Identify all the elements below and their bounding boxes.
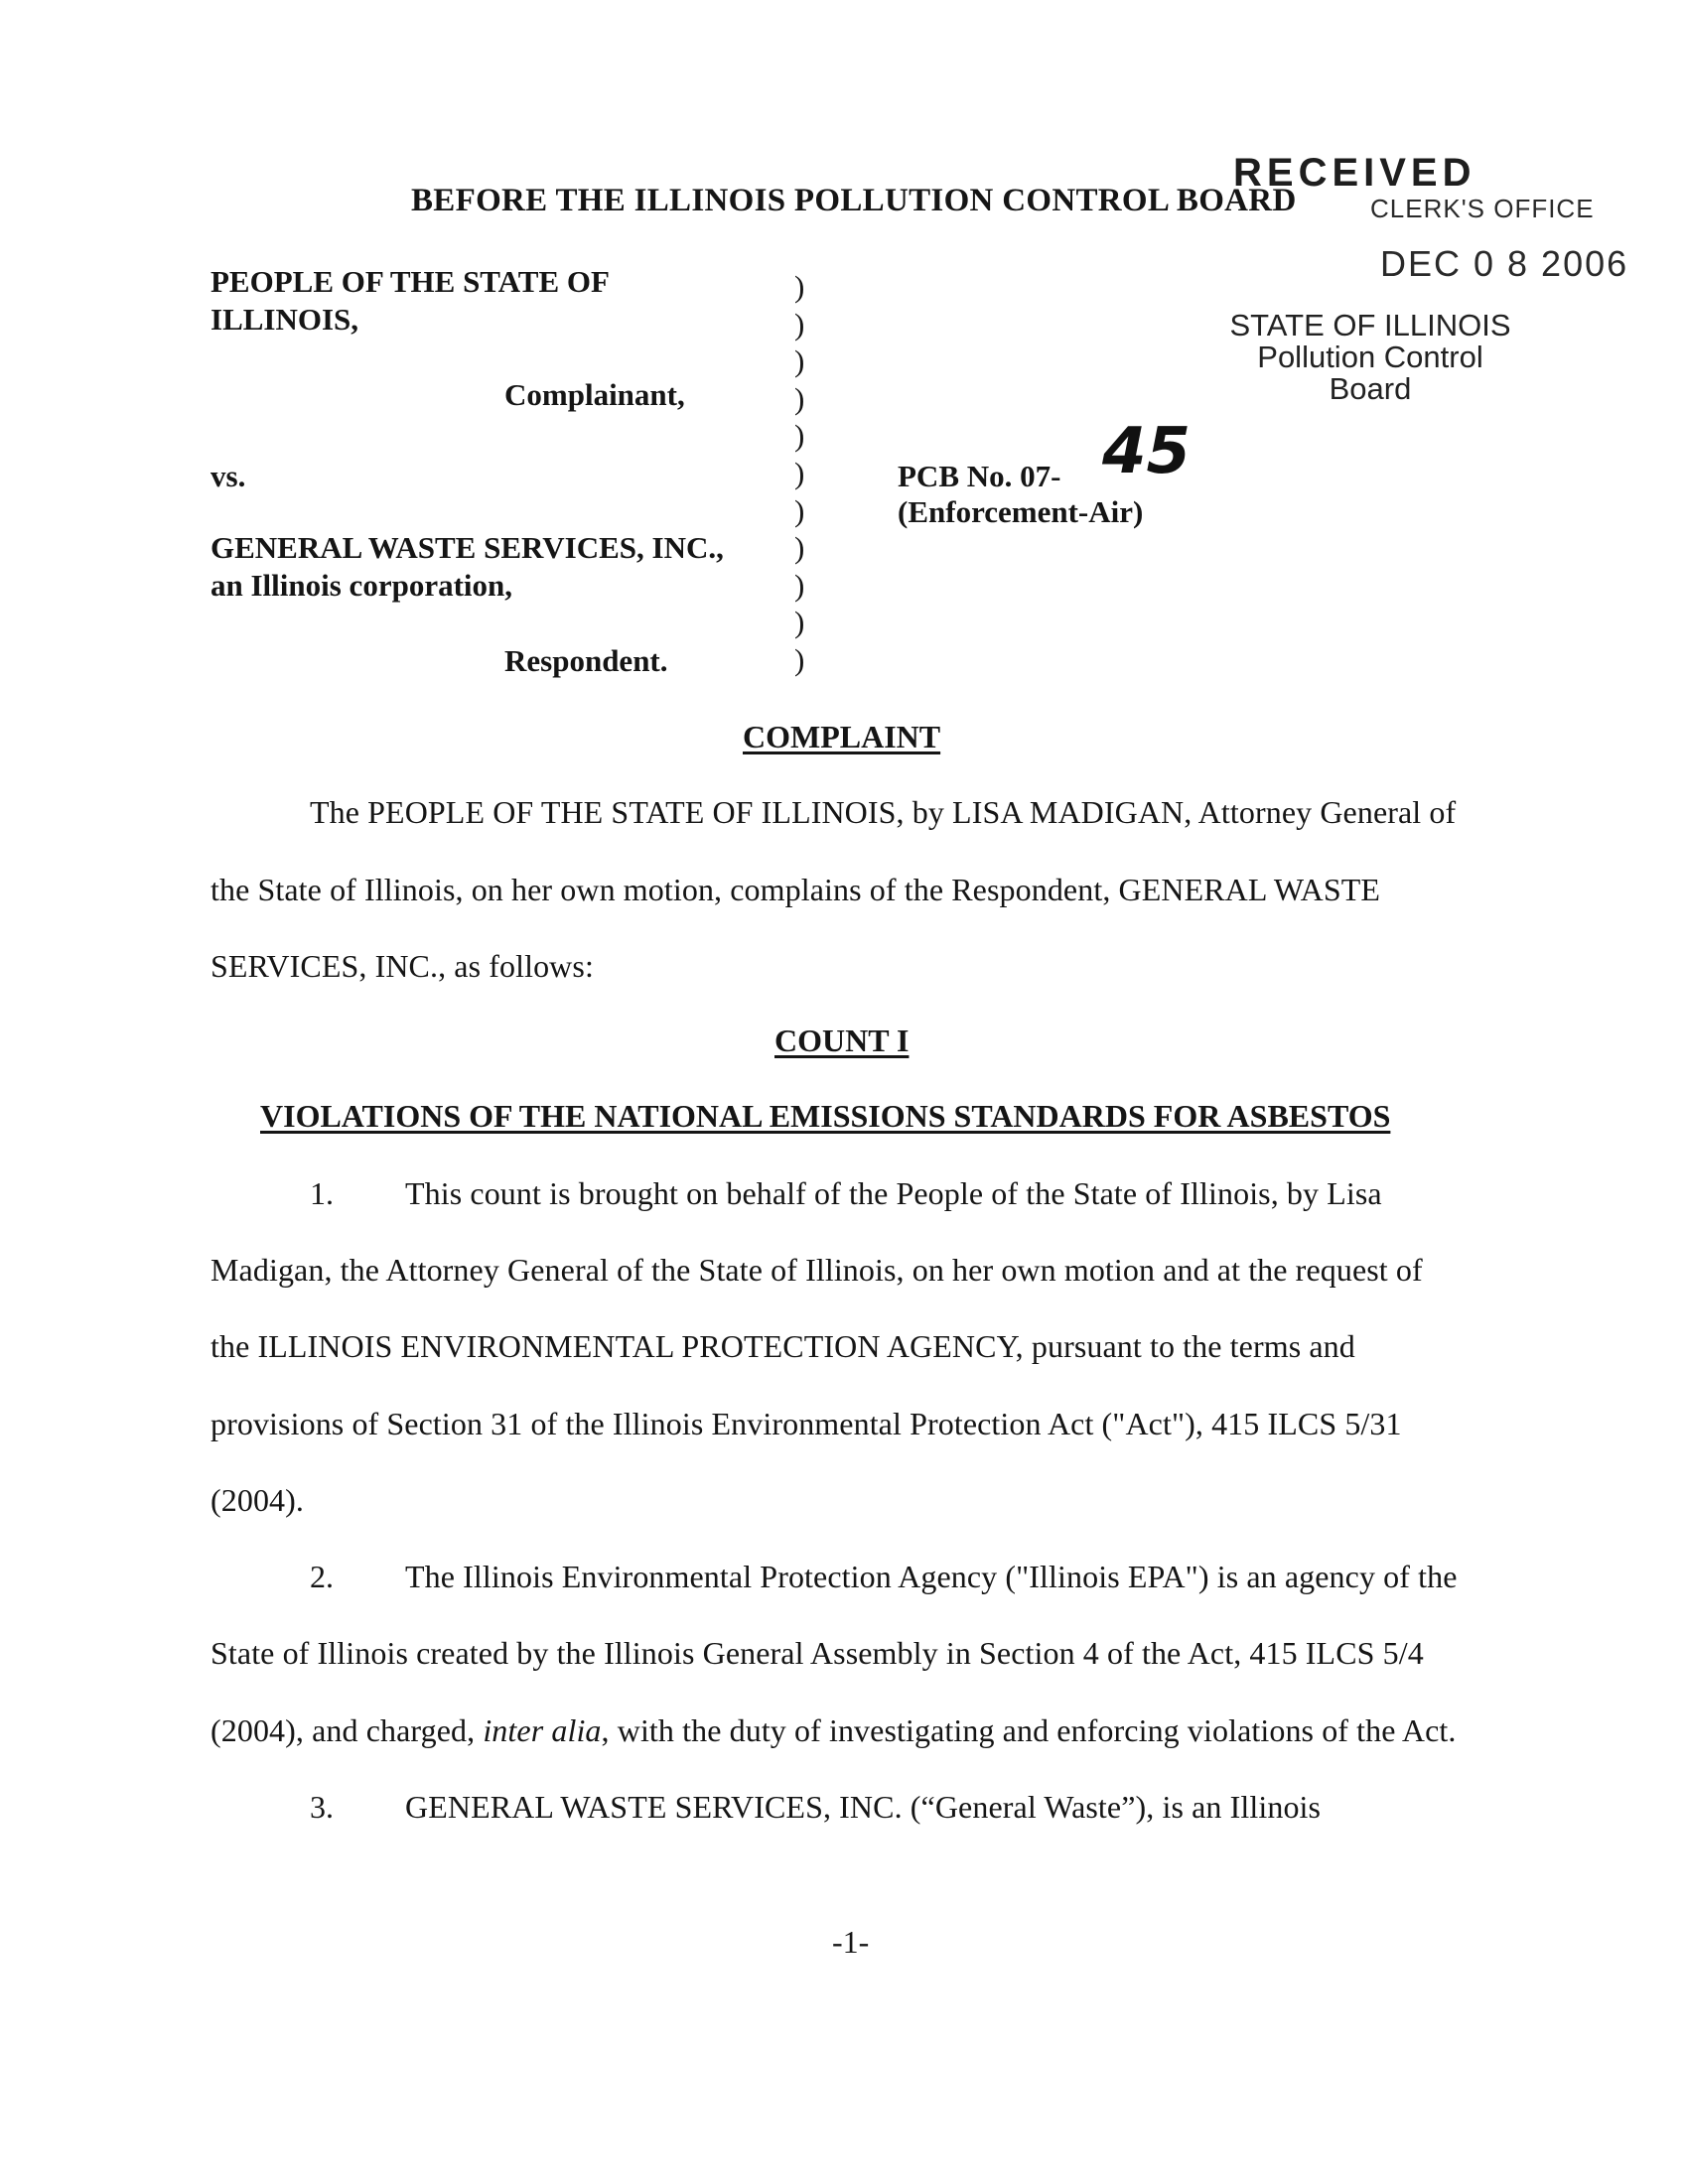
stamp-state: STATE OF ILLINOIS <box>1229 308 1511 342</box>
count-subheading: VIOLATIONS OF THE NATIONAL EMISSIONS STANDARDS FOR ASBESTOS <box>260 1098 1391 1134</box>
intro-line-1: The PEOPLE OF THE STATE OF ILLINOIS, by LISA MADIGAN, Attorney General of <box>310 794 1457 830</box>
latin-phrase: inter alia <box>483 1712 602 1748</box>
paragraph-2-line-3 <box>210 1712 1457 1749</box>
caption-plaintiff-line1: PEOPLE OF THE STATE OF <box>210 264 610 299</box>
stamp-clerk-office: CLERK'S OFFICE <box>1370 194 1595 223</box>
enforcement-type: (Enforcement-Air) <box>898 494 1144 529</box>
paragraph-number: 1. <box>310 1175 334 1211</box>
caption-respondent: Respondent. <box>504 643 668 678</box>
caption-defendant-line2: an Illinois corporation, <box>210 568 513 603</box>
count-heading: COUNT I <box>774 1023 910 1058</box>
received-stamp: RECEIVED <box>1233 151 1476 195</box>
stamp-date: DEC 0 8 2006 <box>1380 243 1629 284</box>
stamp-state-board <box>1221 310 1519 405</box>
paren: ) <box>794 418 805 454</box>
board-title: BEFORE THE ILLINOIS POLLUTION CONTROL BOARD <box>411 183 1297 218</box>
paren: ) <box>794 455 805 490</box>
paragraph-number: 3. <box>310 1789 334 1825</box>
caption-vs: vs. <box>210 459 246 493</box>
intro-line-3: SERVICES, INC., as follows: <box>210 948 594 984</box>
paren: ) <box>794 269 805 304</box>
paragraph-1-line-1: This count is brought on behalf of the People of the State of Illinois, by Lisa <box>405 1175 1382 1211</box>
caption-plaintiff-line2: ILLINOIS, <box>210 302 359 337</box>
paren: ) <box>794 567 805 603</box>
complaint-heading: COMPLAINT <box>743 719 941 754</box>
paren: ) <box>794 605 805 640</box>
paren: ) <box>794 380 805 416</box>
caption-defendant-line1: GENERAL WASTE SERVICES, INC., <box>210 530 724 565</box>
stamp-board: Pollution Control Board <box>1257 340 1483 406</box>
paren: ) <box>794 492 805 528</box>
paragraph-number: 2. <box>310 1559 334 1594</box>
paren: ) <box>794 641 805 677</box>
paragraph-2-line-1: The Illinois Environmental Protection Agency ("Illinois EPA") is an agency of the <box>405 1559 1458 1594</box>
handwritten-case-number: 45 <box>1102 415 1192 488</box>
paren: ) <box>794 530 805 566</box>
pcb-number-label: PCB No. 07- <box>898 459 1061 493</box>
paragraph-2-line-2: State of Illinois created by the Illinois General Assembly in Section 4 of the Act, 415 ILCS 5/4 <box>210 1635 1424 1671</box>
caption-complainant: Complainant, <box>504 377 685 412</box>
paren: ) <box>794 343 805 379</box>
paragraph-2-line-3-pre: (2004), and charged, <box>210 1712 484 1748</box>
paragraph-1-line-4: provisions of Section 31 of the Illinois Environmental Protection Act ("Act"), 415 ILCS 5/31 <box>210 1406 1402 1441</box>
paren: ) <box>794 306 805 341</box>
paragraph-1-line-5: (2004). <box>210 1482 305 1518</box>
paragraph-1-line-2: Madigan, the Attorney General of the State of Illinois, on her own motion and at the request of <box>210 1252 1423 1288</box>
paragraph-3-line-1: GENERAL WASTE SERVICES, INC. (“General Waste”), is an Illinois <box>405 1789 1322 1825</box>
paragraph-2-line-3-post: , with the duty of investigating and enforcing violations of the Act. <box>601 1712 1457 1748</box>
caption-parentheses <box>794 268 804 679</box>
page-number: -1- <box>832 1924 870 1960</box>
paragraph-1-line-3: the ILLINOIS ENVIRONMENTAL PROTECTION AGENCY, pursuant to the terms and <box>210 1328 1355 1364</box>
intro-line-2: the State of Illinois, on her own motion, complains of the Respondent, GENERAL WASTE <box>210 872 1381 907</box>
